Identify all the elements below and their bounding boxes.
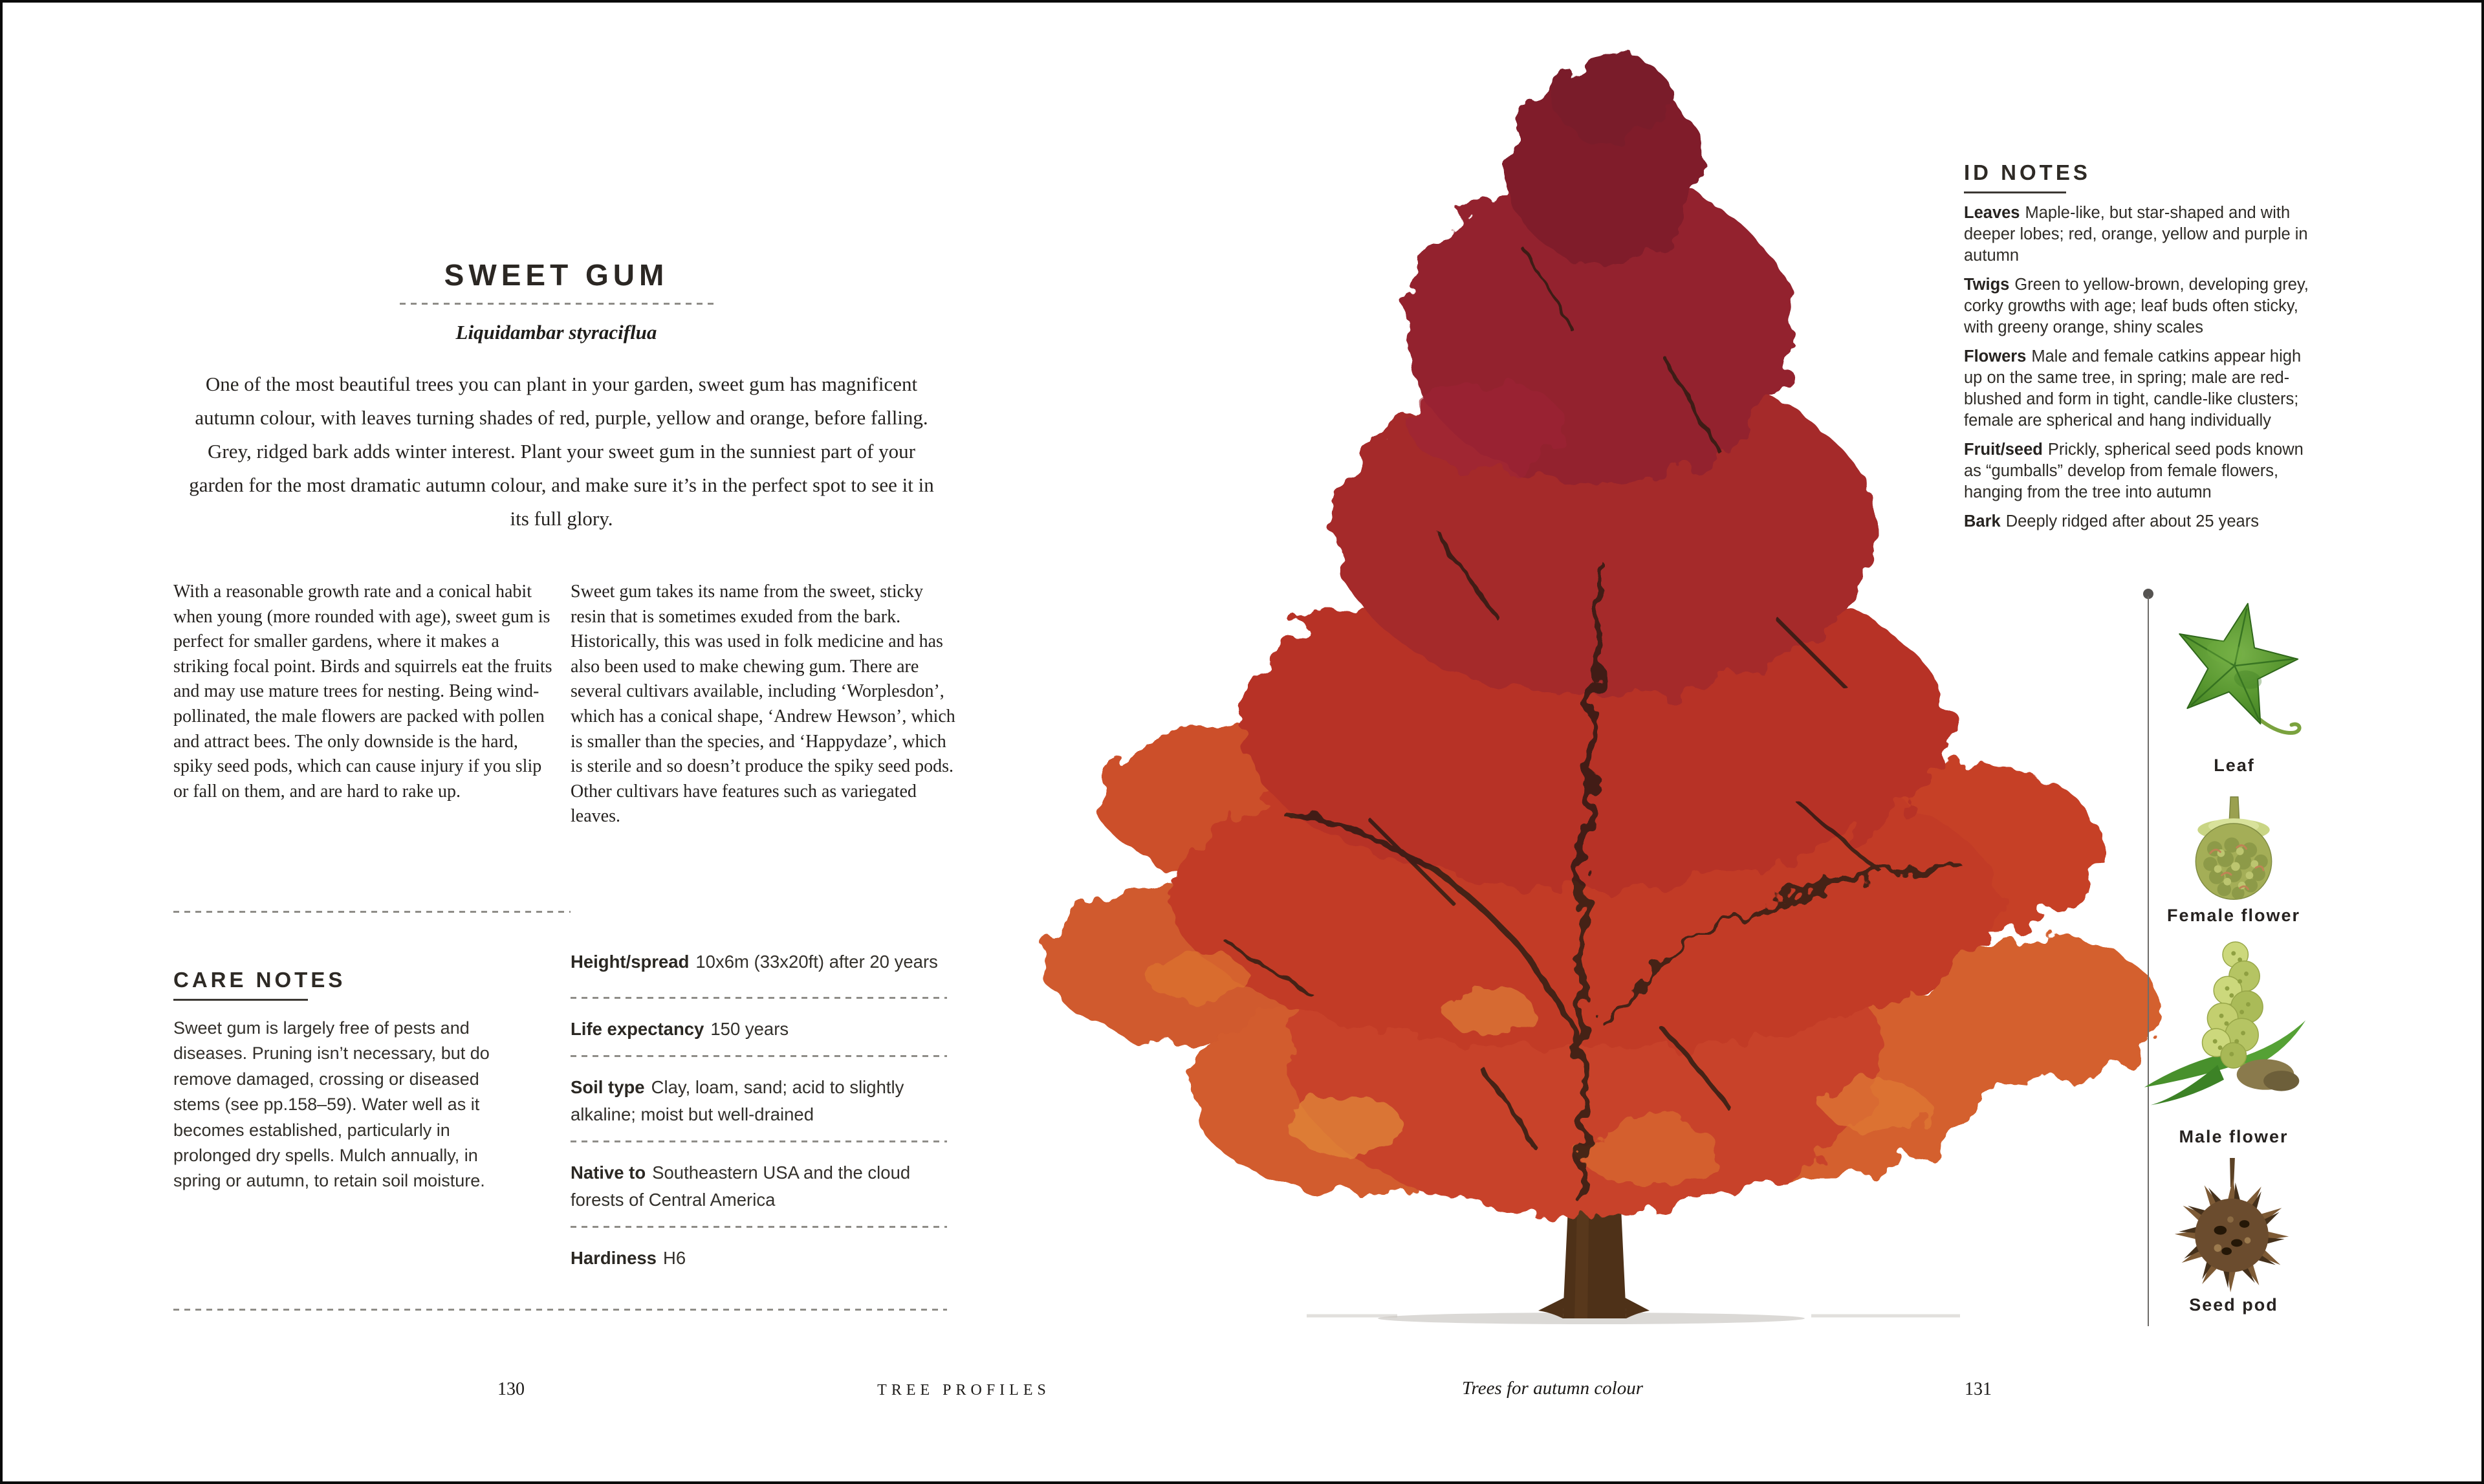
stat-label: Soil type: [571, 1077, 645, 1097]
male-flower-illustration: [2135, 934, 2313, 1126]
body-column-right: Sweet gum takes its name from the sweet, sticky resin that is sometimes exuded from the bark. Historically, this was used in folk medicine and has also been used to make chewing gum. There are several cultivars available, including ‘Worplesdon’, which has a conical shape, ‘Andrew Hewson’, which is smaller than the species, and ‘Happydaze’, which is sterile and so doesn’t produce the spiky seed pods. Other cultivars have features such as variegated leaves.: [571, 582, 955, 827]
id-notes-heading: ID NOTES: [1964, 160, 2091, 184]
page-number-left: 130: [497, 1379, 525, 1399]
id-entry-bark: [1964, 511, 2318, 532]
leaf-label: Leaf: [2214, 756, 2255, 775]
id-entry-label: Bark: [1964, 512, 2001, 530]
stat-value: H6: [662, 1248, 686, 1268]
id-entry-text: Male and female catkins appear high up on the same tree, in spring; male are red-blushed and form in tight, candle-like clusters; female are spherical and hang individually: [1964, 347, 2302, 430]
id-entry-text: Deeply ridged after about 25 years: [2005, 512, 2259, 530]
female-flower-illustration: [2179, 793, 2289, 907]
page-number-right: 131: [1965, 1379, 1992, 1399]
stat-row-hardiness: [571, 1228, 947, 1300]
id-notes-underline: [1964, 191, 2066, 193]
leaf-illustration: [2158, 590, 2311, 750]
id-entry-flowers: [1964, 346, 2318, 431]
female-flower-label: Female flower: [2166, 906, 2301, 925]
id-entry-text: Green to yellow-brown, developing grey, corky growths with age; leaf buds often sticky, with greeny orange, shiny scales: [1964, 276, 2309, 336]
stat-label: Hardiness: [571, 1248, 657, 1268]
running-head-right: Trees for autumn colour: [1461, 1378, 1644, 1399]
stat-value: 150 years: [710, 1019, 789, 1039]
care-notes-body: Sweet gum is largely free of pests and diseases. Pruning isn’t necessary, but do remove damaged, crossing or diseased stems (see pp.158–59). Water well as it becomes established, particularly in prolonged dry spells. Mulch annually, in spring or autumn, to retain soil moisture.: [173, 1018, 490, 1191]
id-entry-twigs: [1964, 274, 2318, 338]
stat-value: 10x6m (33x20ft) after 20 years: [695, 952, 938, 972]
title-divider: [400, 303, 714, 305]
stat-value: Southeastern USA and the cloud forests of Central America: [571, 1162, 911, 1210]
id-entry-label: Flowers: [1964, 347, 2027, 366]
stat-row-life-expectancy: [571, 999, 947, 1055]
id-entry-text: Maple-like, but star-shaped and with deeper lobes; red, orange, yellow and purple in autumn: [1964, 204, 2308, 265]
id-entry-label: Twigs: [1964, 276, 2010, 294]
male-flower-catkin: [2202, 942, 2263, 1068]
section-divider-bottom: [173, 1309, 947, 1311]
id-notes-panel: [1964, 160, 2318, 540]
id-entry-label: Fruit/seed: [1964, 441, 2043, 459]
stat-value: Clay, loam, sand; acid to slightly alkaline; moist but well-drained: [571, 1077, 904, 1124]
intro-paragraph: One of the most beautiful trees you can plant in your garden, sweet gum has magnificent autumn colour, with leaves turning shades of red, purple, yellow and orange, before falling. Grey, ridged bark adds winter interest. Plant your sweet gum in the sunniest part of your garden for the most dramatic autumn colour, and make sure it’s in the perfect spot to see it in its full glory.: [189, 373, 934, 530]
stat-row-native-to: [571, 1142, 947, 1226]
male-flower-label: Male flower: [2179, 1127, 2289, 1146]
running-head-left: TREE PROFILES: [877, 1382, 1051, 1399]
care-notes-heading: CARE NOTES: [173, 968, 346, 992]
stat-label: Life expectancy: [571, 1019, 704, 1039]
id-entry-label: Leaves: [1964, 204, 2020, 222]
id-entry-leaves: [1964, 202, 2318, 267]
id-entry-text: Prickly, spherical seed pods known as “gumballs” develop from female flowers, hanging from the tree into autumn: [1964, 441, 2304, 501]
page-title: SWEET GUM: [444, 258, 669, 292]
species-name: Liquidambar styraciflua: [455, 321, 657, 344]
seed-pod-illustration: [2168, 1153, 2295, 1293]
stat-row-soil-type: [571, 1057, 947, 1140]
seed-pod-label: Seed pod: [2189, 1295, 2278, 1315]
stat-label: Native to: [571, 1162, 646, 1183]
stat-label: Height/spread: [571, 952, 690, 972]
stats-list: [571, 911, 947, 1300]
id-entry-fruit-seed: [1964, 439, 2318, 503]
stat-row-height-spread: [571, 911, 947, 997]
body-column-left: With a reasonable growth rate and a conical habit when young (more rounded with age), sweet gum is perfect for smaller gardens, where it makes a striking focal point. Birds and squirrels eat the fruits and may use mature trees for nesting. Being wind-pollinated, the male flowers are packed with pollen and attract bees. The only downside is the hard, spiky seed pods, which can cause injury if you slip or fall on them, and are hard to rake up.: [173, 582, 552, 802]
care-notes-underline: [173, 999, 308, 1001]
female-flower-stem: [2229, 797, 2239, 822]
